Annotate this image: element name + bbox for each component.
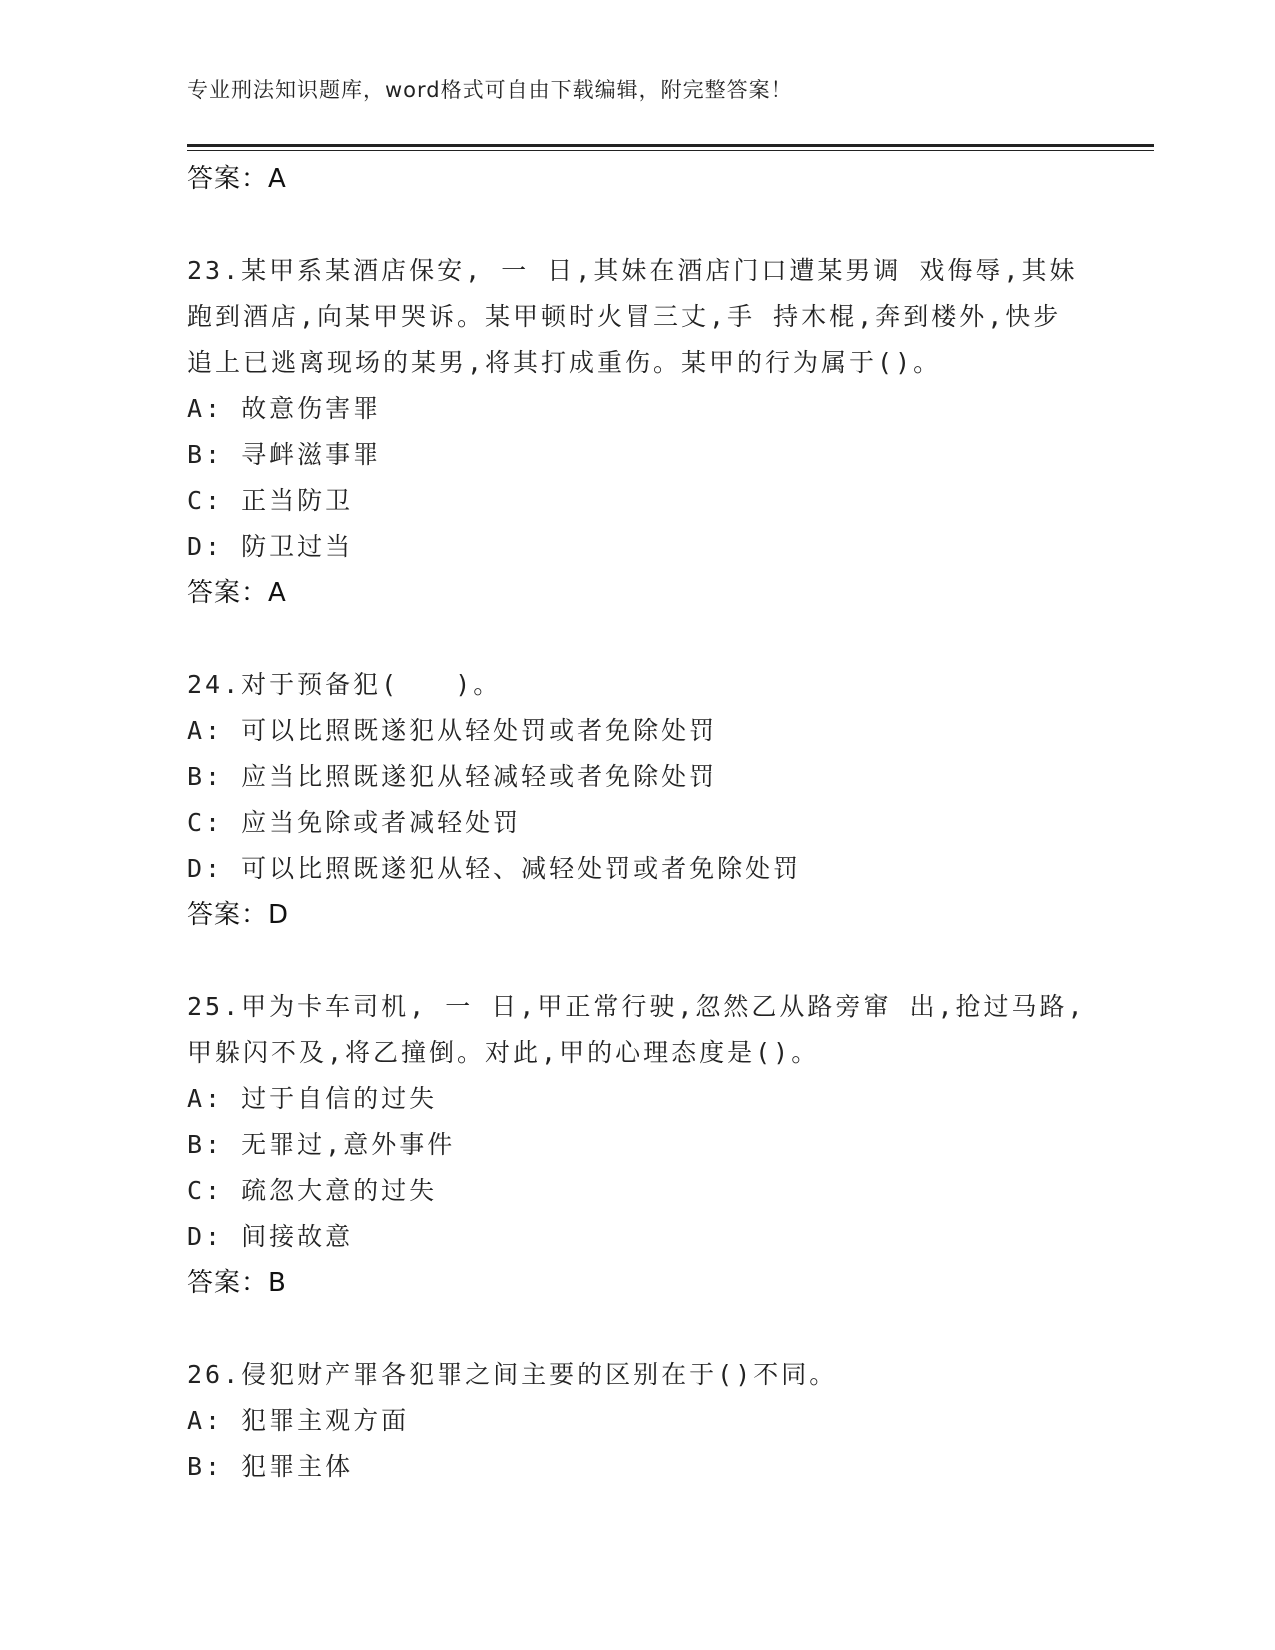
option-d: D: 可以比照既遂犯从轻、减轻处罚或者免除处罚 — [187, 854, 802, 883]
option-d: D: 间接故意 — [187, 1222, 354, 1251]
option-b: B: 犯罪主体 — [187, 1452, 354, 1481]
answer: 答案：D — [187, 900, 290, 930]
option-c: C: 疏忽大意的过失 — [187, 1176, 438, 1205]
spacer — [187, 1306, 1087, 1352]
question-stem-line: 25.甲为卡车司机, 一 日,甲正常行驶,忽然乙从路旁窜 出,抢过马路, — [187, 992, 1086, 1021]
question-stem-line: 24.对于预备犯( )。 — [187, 670, 502, 699]
question-stem-line: 跑到酒店,向某甲哭诉。某甲顿时火冒三丈,手 持木棍,奔到楼外,快步 — [187, 302, 1062, 331]
option-b: B: 寻衅滋事罪 — [187, 440, 382, 469]
answer: 答案：A — [187, 578, 287, 608]
spacer — [187, 938, 1087, 984]
header-rule-thin — [187, 150, 1154, 151]
answer: 答案：B — [187, 1268, 287, 1298]
page-header: 专业刑法知识题库，word格式可自由下载编辑，附完整答案！ — [187, 78, 793, 102]
option-b: B: 应当比照既遂犯从轻减轻或者免除处罚 — [187, 762, 718, 791]
spacer — [187, 616, 1087, 662]
question-stem-line: 追上已逃离现场的某男,将其打成重伤。某甲的行为属于()。 — [187, 348, 942, 377]
question-24 — [187, 662, 1087, 938]
previous-answer: 答案：A — [187, 164, 287, 194]
option-b: B: 无罪过,意外事件 — [187, 1130, 456, 1159]
option-a: A: 可以比照既遂犯从轻处罚或者免除处罚 — [187, 716, 718, 745]
option-a: A: 犯罪主观方面 — [187, 1406, 410, 1435]
option-a: A: 故意伤害罪 — [187, 394, 382, 423]
question-25 — [187, 984, 1087, 1306]
question-26 — [187, 1352, 1087, 1490]
spacer — [187, 202, 1087, 248]
question-stem-line: 甲躲闪不及,将乙撞倒。对此,甲的心理态度是()。 — [187, 1038, 820, 1067]
document-body — [187, 156, 1087, 1490]
option-a: A: 过于自信的过失 — [187, 1084, 438, 1113]
question-stem-line: 23.某甲系某酒店保安, 一 日,其妹在酒店门口遭某男调 戏侮辱,其妹 — [187, 256, 1078, 285]
option-c: C: 正当防卫 — [187, 486, 354, 515]
question-23 — [187, 248, 1087, 616]
option-d: D: 防卫过当 — [187, 532, 354, 561]
header-rule-thick — [187, 144, 1154, 147]
option-c: C: 应当免除或者减轻处罚 — [187, 808, 522, 837]
question-stem-line: 26.侵犯财产罪各犯罪之间主要的区别在于()不同。 — [187, 1360, 838, 1389]
